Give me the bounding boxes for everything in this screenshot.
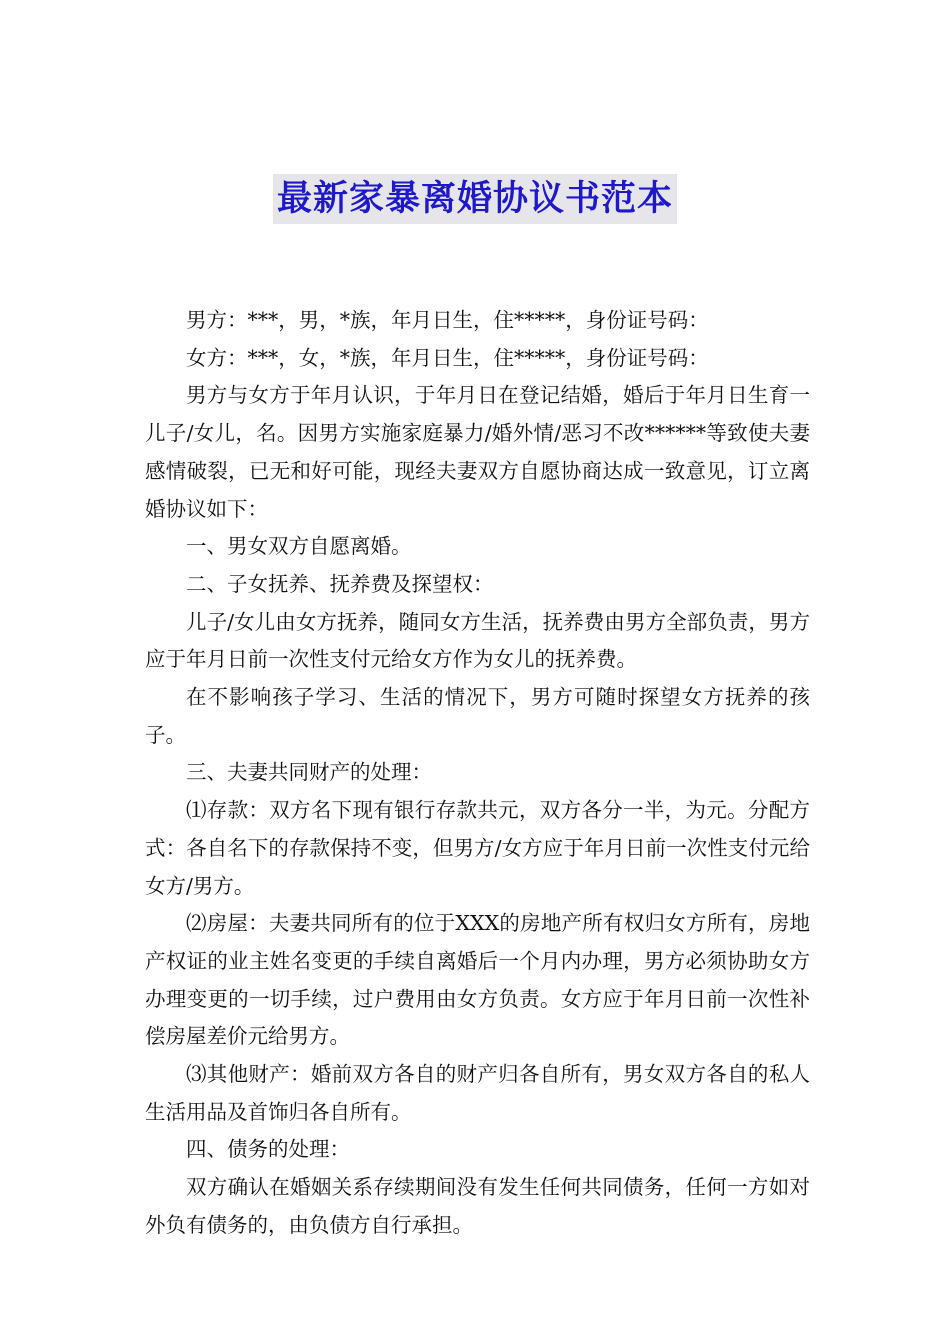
clause-two-heading: 二、子女抚养、抚养费及探望权： — [186, 571, 494, 596]
clause-two-custody: 儿子/女儿由女方抚养，随同女方生活，抚养费由男方全部负责，男方应于年月日前一次性支付元给女方作为女儿的抚养费。 — [145, 609, 810, 672]
clause-four-heading: 四、债务的处理： — [186, 1137, 350, 1162]
clause-three-heading: 三、夫妻共同财产的处理： — [186, 760, 432, 785]
document-body — [145, 302, 810, 1245]
title-wrapper — [0, 174, 950, 224]
clause-four-debts: 双方确认在婚姻关系存续期间没有发生任何共同债务，任何一方如对外负有债务的，由负债方自行承担。 — [145, 1175, 810, 1237]
paragraph-background: 男方与女方于年月认识，于年月日在登记结婚，婚后于年月日生育一儿子/女儿，名。因男方实施家庭暴力/婚外情/恶习不改******等致使夫妻感情破裂，已无和好可能，现经夫妻双方自愿协商达成一致意见，订立离婚协议如下： — [145, 383, 810, 521]
paragraph-man-info: 男方：***，男，*族，年月日生，住*****，身份证号码： — [186, 308, 709, 332]
clause-three-deposits: ⑴存款：双方名下现有银行存款共元，双方各分一半，为元。分配方式：各自名下的存款保持不变，但男方/女方应于年月日前一次性支付元给女方/男方。 — [145, 798, 810, 898]
clause-three-house: ⑵房屋：夫妻共同所有的位于XXX的房地产所有权归女方所有，房地产权证的业主姓名变更的手续自离婚后一个月内办理，男方必须协助女方办理变更的一切手续，过户费用由女方负责。女方应于年月日前一次性补偿房屋差价元给男方。 — [145, 911, 810, 1049]
document-title: 最新家暴离婚协议书范本 — [273, 174, 677, 224]
clause-two-visitation: 在不影响孩子学习、生活的情况下，男方可随时探望女方抚养的孩子。 — [145, 685, 810, 747]
clause-one: 一、男女双方自愿离婚。 — [186, 534, 412, 559]
paragraph-woman-info: 女方：***，女，*族，年月日生，住*****，身份证号码： — [186, 345, 709, 370]
clause-three-other-property: ⑶其他财产：婚前双方各自的财产归各自所有，男女双方各自的私人生活用品及首饰归各自所有。 — [145, 1062, 810, 1124]
